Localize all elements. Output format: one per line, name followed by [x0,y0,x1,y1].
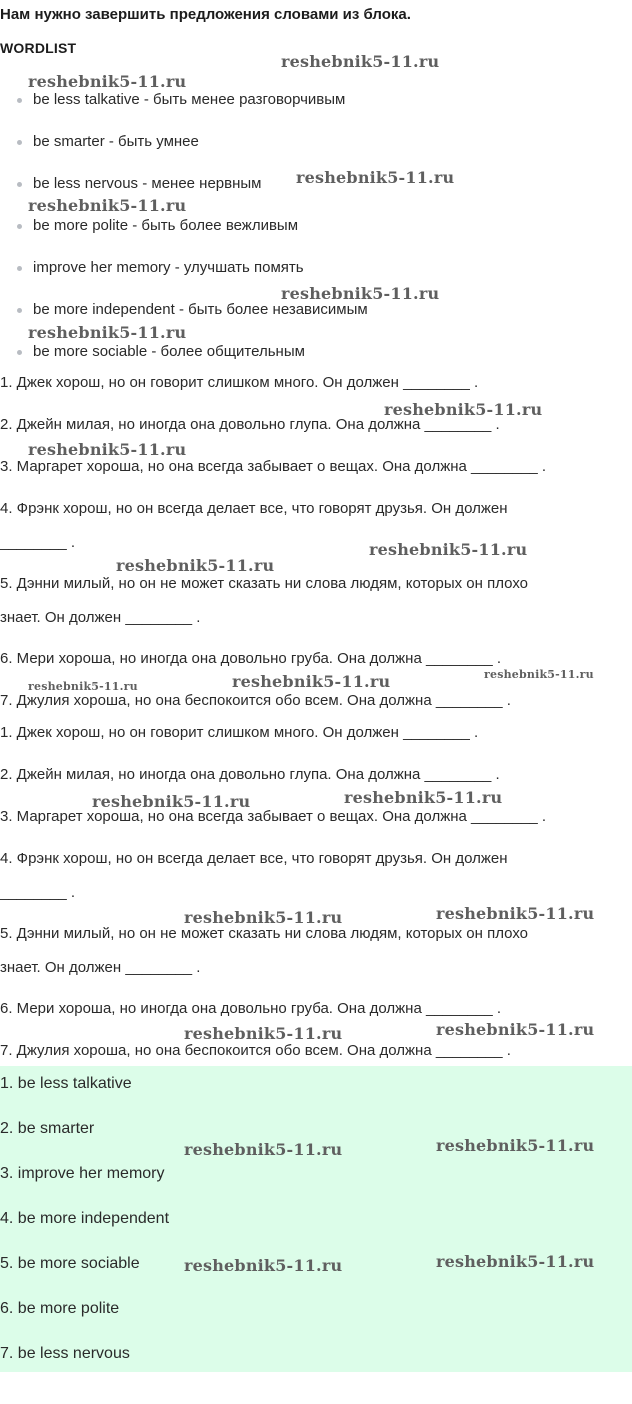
watermark: reshebnik5-11.ru [184,1140,343,1159]
wordlist-item: be more sociable - более общительным [33,343,305,360]
watermark: reshebnik5-11.ru [344,788,503,807]
question-4: 4. Фрэнк хорош, но он всегда делает все, что говорят друзья. Он должен [0,500,508,517]
question-4-blank: ________ . [0,534,76,551]
watermark: reshebnik5-11.ru [184,908,343,927]
wordlist-item: improve her memory - улучшать помять [33,259,304,276]
answer-item: 6. be more polite [0,1300,120,1317]
question-5-end: знает. Он должен ________ . [0,959,201,976]
watermark: reshebnik5-11.ru [28,323,187,342]
question-2: 2. Джейн милая, но иногда она довольно глупа. Она должна ________ . [0,766,500,783]
watermark: reshebnik5-11.ru [281,52,440,71]
intro-heading: Нам нужно завершить предложения словами из блока. [0,6,411,23]
bullet-icon [17,308,22,313]
question-7: 7. Джулия хороша, но она беспокоится обо всем. Она должна ________ . [0,1042,511,1059]
watermark: reshebnik5-11.ru [436,1136,595,1155]
question-4: 4. Фрэнк хорош, но он всегда делает все, что говорят друзья. Он должен [0,850,508,867]
question-1: 1. Джек хорош, но он говорит слишком много. Он должен ________ . [0,374,479,391]
question-2: 2. Джейн милая, но иногда она довольно глупа. Она должна ________ . [0,416,500,433]
wordlist-item: be smarter - быть умнее [33,133,199,150]
question-6: 6. Мери хороша, но иногда она довольно груба. Она должна ________ . [0,650,502,667]
watermark: reshebnik5-11.ru [436,904,595,923]
watermark: reshebnik5-11.ru [281,284,440,303]
watermark: reshebnik5-11.ru [184,1024,343,1043]
question-5-end: знает. Он должен ________ . [0,609,201,626]
question-3: 3. Маргарет хороша, но она всегда забывает о вещах. Она должна ________ . [0,808,547,825]
bullet-icon [17,140,22,145]
bullet-icon [17,182,22,187]
watermark: reshebnik5-11.ru [116,556,275,575]
bullet-icon [17,98,22,103]
bullet-icon [17,266,22,271]
watermark: reshebnik5-11.ru [28,72,187,91]
bullet-icon [17,224,22,229]
watermark: reshebnik5-11.ru [384,400,543,419]
question-6: 6. Мери хороша, но иногда она довольно груба. Она должна ________ . [0,1000,502,1017]
question-4-blank: ________ . [0,884,76,901]
wordlist-item: be less nervous - менее нервным [33,175,262,192]
answer-item: 7. be less nervous [0,1345,130,1362]
answer-item: 5. be more sociable [0,1255,140,1272]
watermark: reshebnik5-11.ru [484,668,594,681]
watermark: reshebnik5-11.ru [184,1256,343,1275]
watermark: reshebnik5-11.ru [232,672,391,691]
watermark: reshebnik5-11.ru [28,440,187,459]
answer-item: 1. be less talkative [0,1075,132,1092]
question-1: 1. Джек хорош, но он говорит слишком много. Он должен ________ . [0,724,479,741]
watermark: reshebnik5-11.ru [92,792,251,811]
wordlist-item: be more independent - быть более независимым [33,301,368,318]
watermark: reshebnik5-11.ru [369,540,528,559]
answer-item: 2. be smarter [0,1120,95,1137]
watermark: reshebnik5-11.ru [436,1020,595,1039]
answer-item: 4. be more independent [0,1210,170,1227]
watermark: reshebnik5-11.ru [296,168,455,187]
wordlist-title: WORDLIST [0,40,77,56]
bullet-icon [17,350,22,355]
watermark: reshebnik5-11.ru [436,1252,595,1271]
watermark: reshebnik5-11.ru [28,680,138,693]
answer-item: 3. improve her memory [0,1165,165,1182]
wordlist-item: be more polite - быть более вежливым [33,217,299,234]
watermark: reshebnik5-11.ru [28,196,187,215]
wordlist-item: be less talkative - быть менее разговорчивым [33,91,346,108]
question-5: 5. Дэнни милый, но он не может сказать ни слова людям, которых он плохо [0,925,528,942]
question-5: 5. Дэнни милый, но он не может сказать ни слова людям, которых он плохо [0,575,528,592]
question-3: 3. Маргарет хороша, но она всегда забывает о вещах. Она должна ________ . [0,458,547,475]
question-7: 7. Джулия хороша, но она беспокоится обо всем. Она должна ________ . [0,692,511,709]
